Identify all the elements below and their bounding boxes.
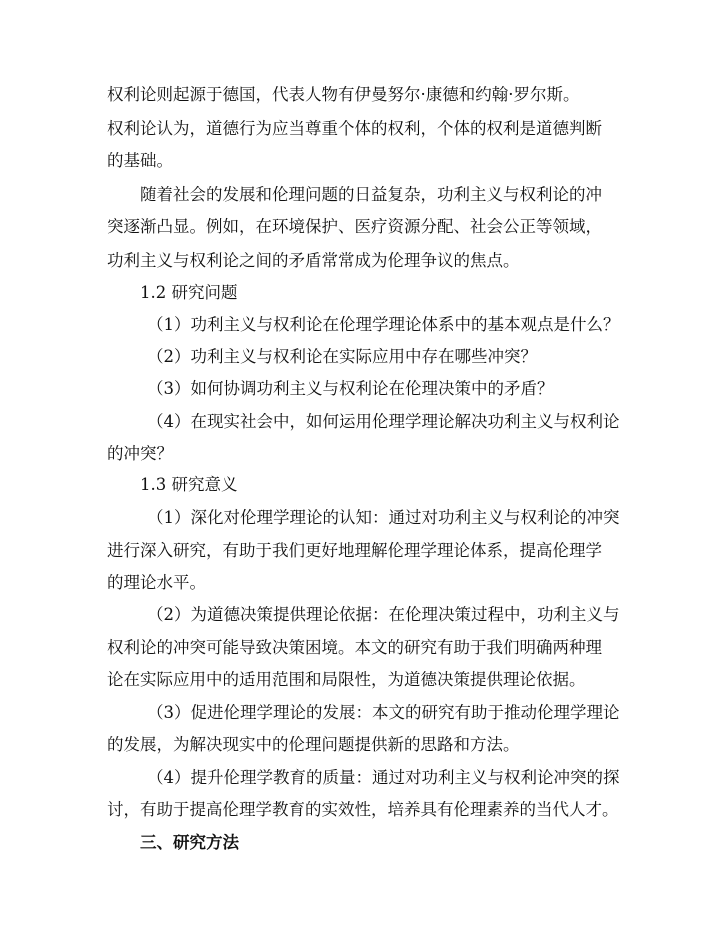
list-item-continuation: 进行深入研究，有助于我们更好地理解伦理学理论体系，提高伦理学 — [107, 541, 602, 560]
list-item-continuation: 的理论水平。 — [107, 573, 206, 592]
paragraph-line: 的基础。 — [107, 151, 173, 170]
section-heading-1-2: 1.2 研究问题 — [140, 283, 238, 302]
list-item: （4）提升伦理学教育的质量：通过对功利主义与权利论冲突的探 — [147, 768, 620, 787]
list-item-continuation: 权利论的冲突可能导致决策困境。本文的研究有助于我们明确两种理 — [107, 638, 602, 657]
list-item-continuation: 讨，有助于提高伦理学教育的实效性，培养具有伦理素养的当代人才。 — [107, 800, 619, 819]
list-item: （3）如何协调功利主义与权利论在伦理决策中的矛盾？ — [147, 379, 554, 398]
list-item: （4）在现实社会中，如何运用伦理学理论解决功利主义与权利论 — [147, 412, 620, 431]
section-heading-research-methods: 三、研究方法 — [140, 833, 239, 852]
section-heading-1-3: 1.3 研究意义 — [140, 475, 238, 494]
list-item: （1）深化对伦理学理论的认知：通过对功利主义与权利论的冲突 — [147, 508, 620, 527]
paragraph-line: 突逐渐凸显。例如，在环境保护、医疗资源分配、社会公正等领域， — [107, 217, 602, 236]
list-item: （3）促进伦理学理论的发展：本文的研究有助于推动伦理学理论 — [147, 703, 620, 722]
list-item-continuation: 论在实际应用中的适用范围和局限性，为道德决策提供理论依据。 — [107, 670, 586, 689]
list-item: （2）功利主义与权利论在实际应用中存在哪些冲突？ — [147, 347, 537, 366]
paragraph-line: 随着社会的发展和伦理问题的日益复杂，功利主义与权利论的冲 — [140, 185, 602, 204]
list-item: （1）功利主义与权利论在伦理学理论体系中的基本观点是什么？ — [147, 315, 620, 334]
paragraph-line: 功利主义与权利论之间的矛盾常常成为伦理争议的焦点。 — [107, 251, 520, 270]
list-item-continuation: 的冲突？ — [107, 444, 173, 463]
paragraph-line: 权利论认为，道德行为应当尊重个体的权利，个体的权利是道德判断 — [107, 119, 602, 138]
paragraph-line: 权利论则起源于德国，代表人物有伊曼努尔·康德和约翰·罗尔斯。 — [107, 85, 580, 104]
list-item-continuation: 的发展，为解决现实中的伦理问题提供新的思路和方法。 — [107, 735, 520, 754]
list-item: （2）为道德决策提供理论依据：在伦理决策过程中，功利主义与 — [147, 605, 620, 624]
